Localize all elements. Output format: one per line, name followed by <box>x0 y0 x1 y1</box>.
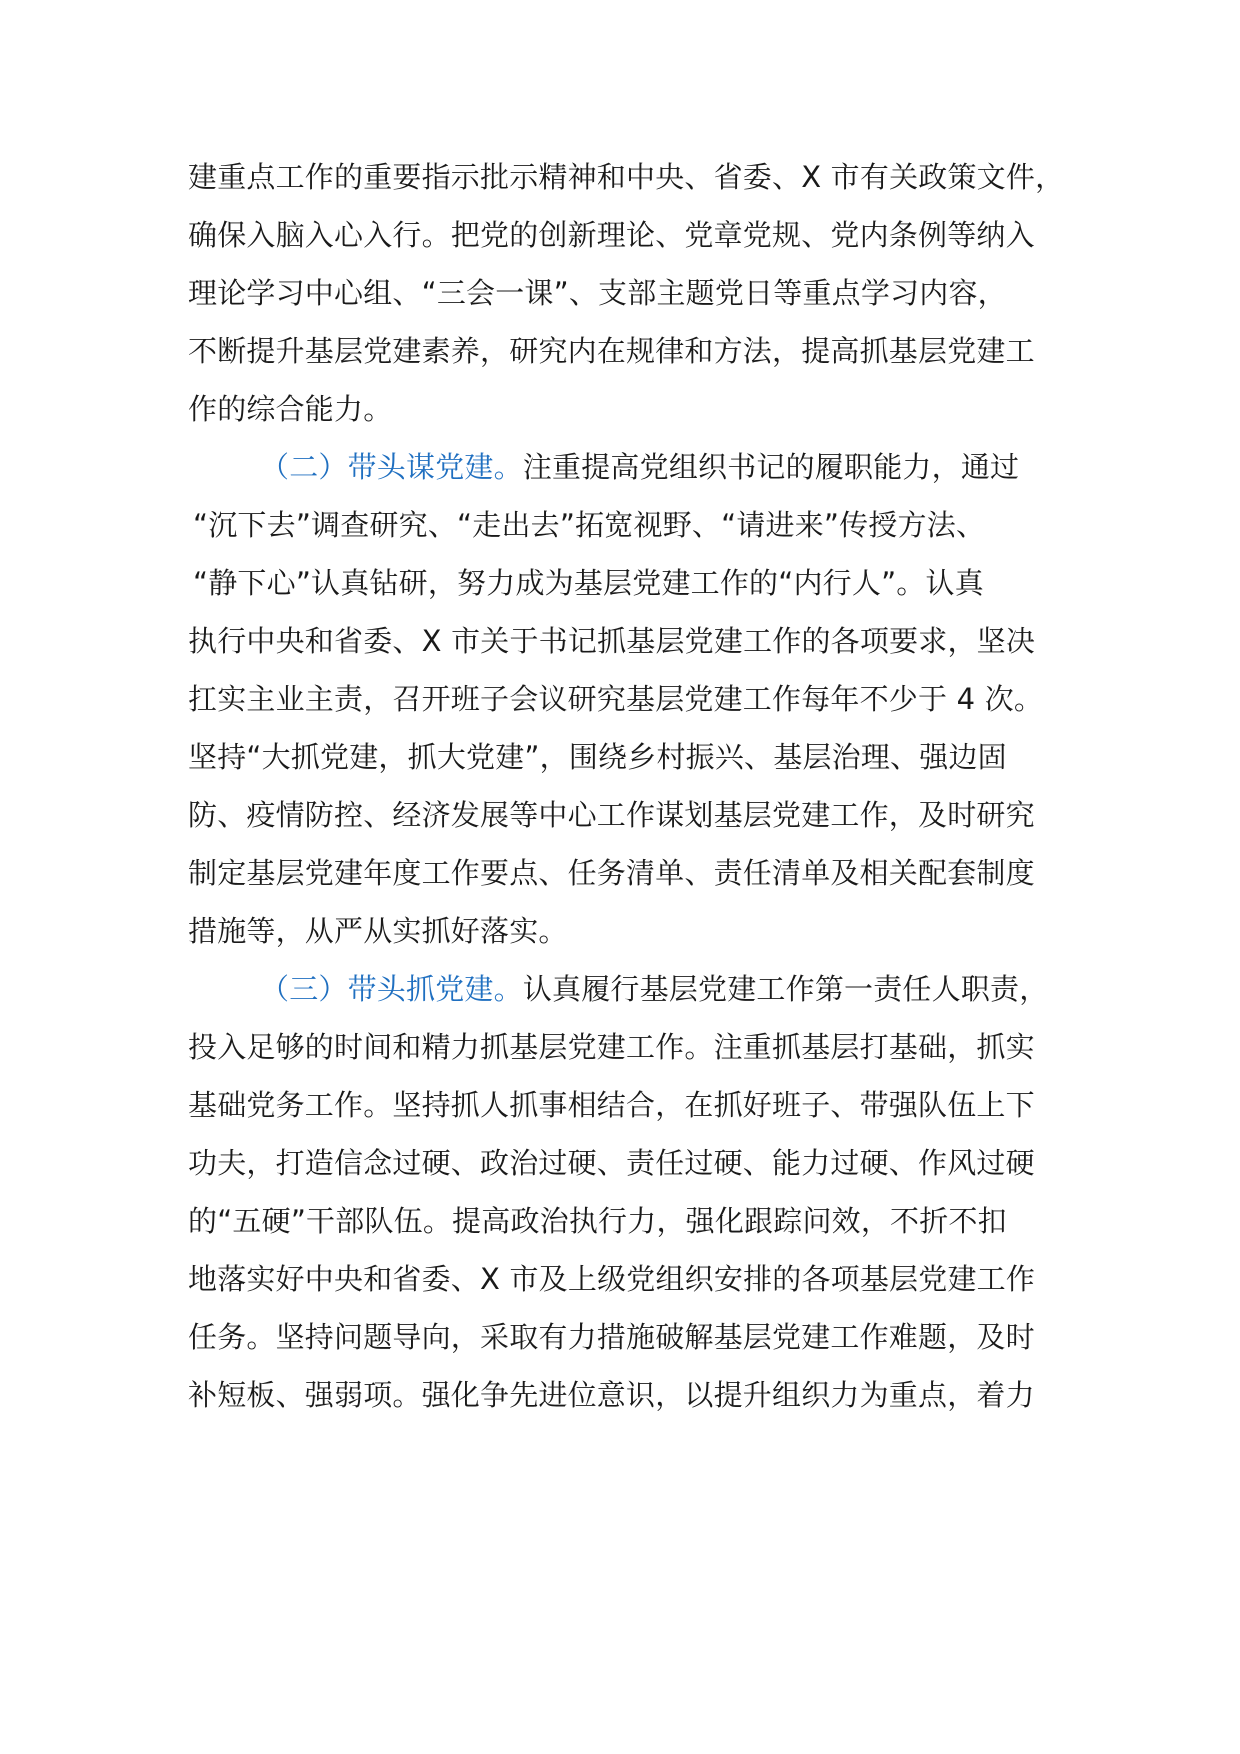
paragraph-line: “沉下去”调查研究、“走出去”拓宽视野、“请进来”传授方法、 <box>193 508 986 542</box>
paragraph-line: “静下心”认真钻研，努力成为基层党建工作的“内行人”。认真 <box>193 566 984 600</box>
paragraph-line: 确保入脑入心入行。把党的创新理论、党章党规、党内条例等纳入 <box>188 218 1035 252</box>
paragraph-line: 制定基层党建年度工作要点、任务清单、责任清单及相关配套制度 <box>188 856 1035 890</box>
paragraph-text: 注重提高党组织书记的履职能力，通过 <box>522 450 1020 484</box>
paragraph-line: 理论学习中心组、“三会一课”、支部主题党日等重点学习内容， <box>188 276 1007 310</box>
paragraph-line: 地落实好中央和省委、X 市及上级党组织安排的各项基层党建工作 <box>188 1262 1036 1296</box>
paragraph-line: 坚持“大抓党建，抓大党建”，围绕乡村振兴、基层治理、强边固 <box>188 740 1007 774</box>
paragraph-line: 建重点工作的重要指示批示精神和中央、省委、X 市有关政策文件， <box>188 160 1065 194</box>
paragraph-line: 补短板、强弱项。强化争先进位意识，以提升组织力为重点，着力 <box>188 1378 1035 1412</box>
paragraph-line: 措施等，从严从实抓好落实。 <box>188 914 568 948</box>
section-heading-line <box>260 442 1078 492</box>
paragraph-line: 执行中央和省委、X 市关于书记抓基层党建工作的各项要求，坚决 <box>188 624 1036 658</box>
section-heading-line <box>260 964 1078 1014</box>
paragraph-line: 的“五硬”干部队伍。提高政治执行力，强化跟踪问效，不折不扣 <box>188 1204 1007 1238</box>
section-heading-two: （二）带头谋党建。 <box>260 450 523 484</box>
paragraph-line: 功夫，打造信念过硬、政治过硬、责任过硬、能力过硬、作风过硬 <box>188 1146 1035 1180</box>
paragraph-line: 不断提升基层党建素养，研究内在规律和方法，提高抓基层党建工 <box>188 334 1035 368</box>
paragraph-text: 认真履行基层党建工作第一责任人职责， <box>522 972 1049 1006</box>
paragraph-line: 防、疫情防控、经济发展等中心工作谋划基层党建工作，及时研究 <box>188 798 1035 832</box>
paragraph-line: 扛实主业主责，召开班子会议研究基层党建工作每年不少于 4 次。 <box>188 682 1044 716</box>
paragraph-line: 基础党务工作。坚持抓人抓事相结合，在抓好班子、带强队伍上下 <box>188 1088 1035 1122</box>
paragraph-line: 任务。坚持问题导向，采取有力措施破解基层党建工作难题，及时 <box>188 1320 1035 1354</box>
section-heading-three: （三）带头抓党建。 <box>260 972 523 1006</box>
paragraph-line: 投入足够的时间和精力抓基层党建工作。注重抓基层打基础，抓实 <box>188 1030 1035 1064</box>
paragraph-line: 作的综合能力。 <box>188 392 393 426</box>
